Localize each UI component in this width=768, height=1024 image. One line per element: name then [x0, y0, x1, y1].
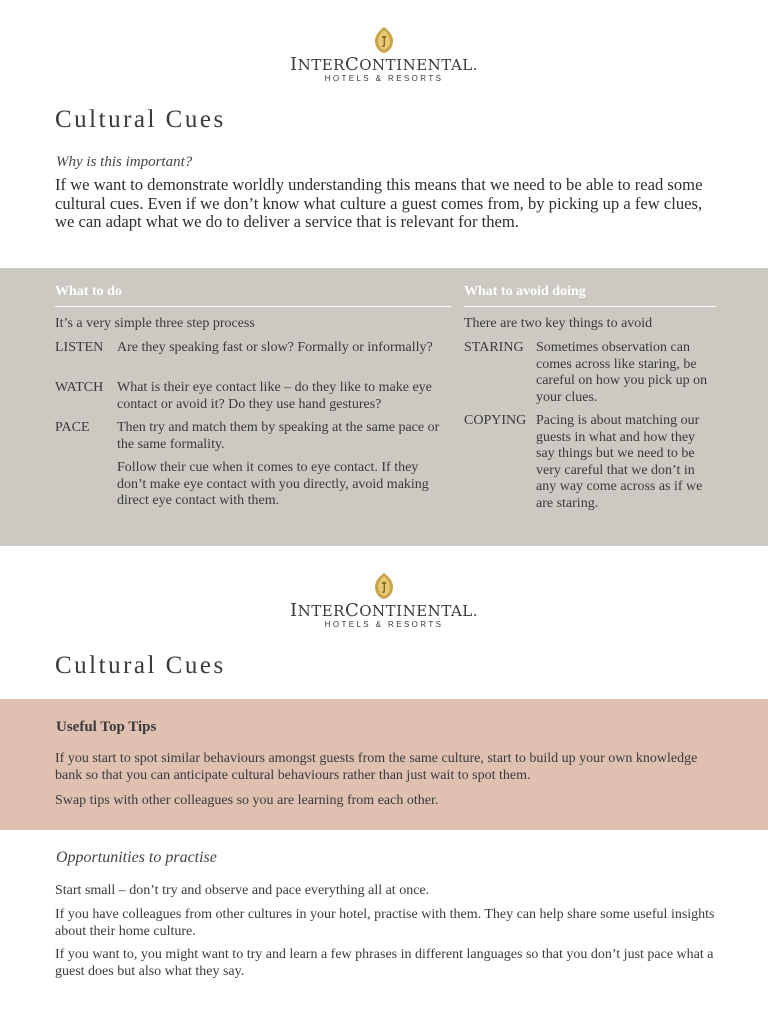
- avoid-text: Pacing is about matching our guests in what and how they say things but we need to be very careful that we don’t in any way come across as if we are staring.: [536, 413, 703, 511]
- brand-subtitle: HOTELS & RESORTS: [324, 620, 444, 629]
- avoid-text: Sometimes observation can comes across like staring, be careful on how you pick up on your clues.: [536, 340, 708, 405]
- do-divider: [55, 306, 451, 307]
- step-text: Then try and match them by speaking at the same pace or the same formality.: [117, 420, 440, 452]
- eye-contact-followup: Follow their cue when it comes to eye contact. If they don’t make eye contact with you directly, avoid making direct eye contact with them.: [117, 460, 429, 508]
- what-to-do-heading: What to do: [55, 284, 122, 299]
- step-text: Are they speaking fast or slow? Formally or informally?: [117, 340, 433, 355]
- step-key: LISTEN: [55, 340, 104, 355]
- avoid-staring: [464, 340, 716, 408]
- avoid-intro: There are two key things to avoid: [464, 316, 653, 331]
- brand-logo: [0, 26, 768, 84]
- step-watch: [55, 380, 450, 414]
- intercontinental-emblem-icon: [372, 26, 396, 54]
- why-heading: Why is this important?: [56, 154, 193, 170]
- page-title: Cultural Cues: [55, 652, 226, 679]
- step-text: What is their eye contact like – do they like to make eye contact or avoid it? Do they use hand gestures?: [117, 380, 432, 412]
- practise-item: If you want to, you might want to try and learn a few phrases in different languages so that you don’t just pace what a guest does but also what they say.: [55, 947, 714, 979]
- practise-heading: Opportunities to practise: [56, 849, 217, 866]
- brand-name: INTERCONTINENTAL.: [289, 600, 479, 621]
- tip-item: If you start to spot similar behaviours amongst guests from the same culture, start to build up your own knowledge bank so that you can anticipate cultural behaviours rather than just wait to spot them.: [55, 751, 698, 783]
- avoid-key: STARING: [464, 340, 524, 355]
- brand-subtitle: HOTELS & RESORTS: [324, 74, 444, 83]
- step-key: PACE: [55, 420, 90, 435]
- brand-name: INTERCONTINENTAL.: [289, 54, 479, 75]
- step-listen: [55, 340, 450, 374]
- avoid-divider: [464, 306, 716, 307]
- brand-logo: [0, 572, 768, 630]
- avoid-copying: [464, 413, 716, 517]
- page-title: Cultural Cues: [55, 106, 226, 133]
- practise-item: Start small – don’t try and observe and pace everything all at once.: [55, 883, 430, 898]
- step-pace: [55, 420, 450, 454]
- step-key: WATCH: [55, 380, 104, 395]
- do-intro: It’s a very simple three step process: [55, 316, 255, 331]
- what-to-avoid-heading: What to avoid doing: [464, 284, 586, 299]
- intro-paragraph: If we want to demonstrate worldly understanding this means that we need to be able to read some cultural cues. Even if we don’t know what culture a guest comes from, by picking up a few clues, we can adapt what we do to deliver a service that is relevant for them.: [55, 175, 703, 232]
- practise-item: If you have colleagues from other cultures in your hotel, practise with them. They can help share some useful insights about their home culture.: [55, 907, 715, 939]
- intercontinental-emblem-icon: [372, 572, 396, 600]
- tip-item: Swap tips with other colleagues so you are learning from each other.: [55, 793, 439, 808]
- avoid-key: COPYING: [464, 413, 527, 428]
- top-tips-heading: Useful Top Tips: [56, 719, 157, 735]
